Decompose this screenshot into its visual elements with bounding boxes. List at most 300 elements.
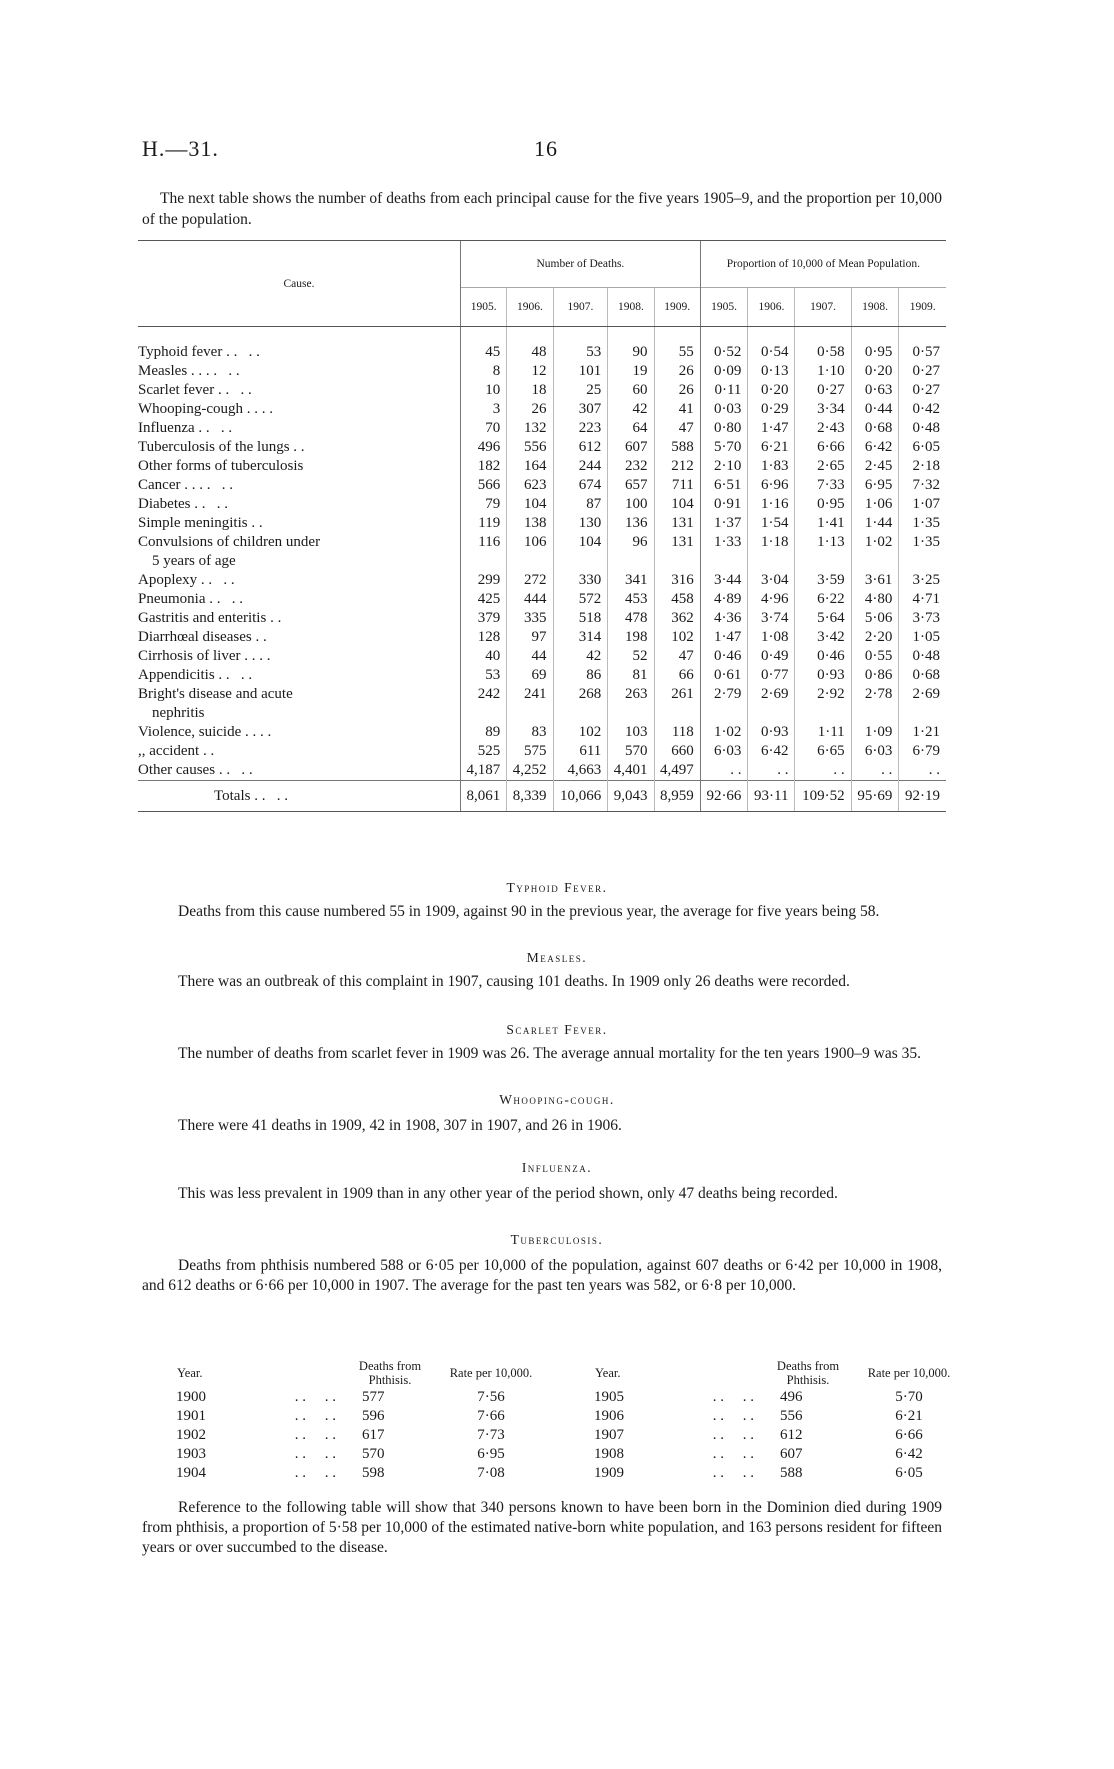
leader-dots: . . . .	[294, 1408, 336, 1424]
rate-cell: 2·43	[795, 419, 851, 438]
deaths-group-header: Number of Deaths.	[461, 241, 701, 288]
deaths-cell: 104	[507, 495, 553, 514]
deaths-cell: 53	[553, 327, 608, 363]
leader-dots: . .	[251, 629, 267, 645]
rate-cell: 6·21	[895, 1408, 923, 1424]
rate-cell: 2·10	[700, 457, 748, 476]
section-paragraph: Deaths from this cause numbered 55 in 1909, against 90 in the previous year, the average for five years being 58.	[178, 903, 880, 920]
intro-paragraph: The next table shows the number of deaths from each principal cause for the five years 1905–9, and the proportion per 10,000 of the population.	[142, 190, 942, 228]
rate-cell: 2·18	[899, 457, 946, 476]
cause-name: Apoplexy	[138, 572, 198, 588]
cause-name: Influenza	[138, 420, 195, 436]
rate-cell: 6·96	[748, 476, 795, 495]
totals-label-cell	[138, 781, 461, 812]
rate-cell: 6·42	[748, 742, 795, 761]
rate-cell: 4·89	[700, 590, 748, 609]
deaths-cell: 657	[608, 476, 654, 495]
section-paragraph: This was less prevalent in 1909 than in any other year of the period shown, only 47 deaths being recorded.	[178, 1185, 838, 1202]
table-row	[138, 590, 946, 609]
rate-cell: 0·80	[700, 419, 748, 438]
leader-dots: . . . .	[712, 1408, 754, 1424]
totals-row	[138, 781, 946, 812]
leader-dots: . . . .	[202, 363, 240, 379]
deaths-cell: 575	[507, 742, 553, 761]
rate-cell: 0·20	[851, 362, 899, 381]
rate-cell: 2·65	[795, 457, 851, 476]
rate-cell: 1·37	[700, 514, 748, 533]
deaths-cell: 244	[553, 457, 608, 476]
rate-cell: 1·33	[700, 533, 748, 571]
deaths-cell: 566	[461, 476, 507, 495]
totals-label: Totals	[214, 787, 251, 804]
deaths-cell: 132	[507, 419, 553, 438]
deaths-cell: 314	[553, 628, 608, 647]
cause-cell	[138, 362, 461, 381]
leader-dots: . . . .	[195, 477, 233, 493]
leader-dots: . .	[255, 648, 271, 664]
deaths-cell: 101	[553, 362, 608, 381]
rate-cell: 1·13	[795, 533, 851, 571]
deaths-cell: 89	[461, 723, 507, 742]
cause-cell	[138, 476, 461, 495]
section-paragraph: There was an outbreak of this complaint in 1907, causing 101 deaths. In 1909 only 26 deaths were recorded.	[178, 973, 850, 990]
rate-cell: 0·52	[700, 327, 748, 363]
phthisis-table	[176, 1358, 962, 1483]
leader-dots: . . . .	[197, 572, 235, 588]
year-header-rates: 1906.	[748, 288, 795, 327]
year-header-deaths: 1906.	[507, 288, 553, 327]
table-row	[138, 666, 946, 685]
deaths-cell: 25	[553, 381, 608, 400]
rate-cell: 2·79	[700, 685, 748, 723]
total-rate-cell: 95·69	[851, 781, 899, 812]
cause-cell	[138, 514, 461, 533]
rate-cell: 6·22	[795, 590, 851, 609]
rate-cell: 6·42	[851, 438, 899, 457]
deaths-cell: 52	[608, 647, 654, 666]
rate-cell: . .	[795, 761, 851, 781]
year-header-deaths: 1909.	[654, 288, 700, 327]
rate-cell: 0·46	[795, 647, 851, 666]
deaths-cell: 588	[654, 438, 700, 457]
rate-cell: 3·61	[851, 571, 899, 590]
rate-cell: 0·48	[899, 419, 946, 438]
deaths-cell: 496	[780, 1389, 803, 1405]
deaths-cell: 263	[608, 685, 654, 723]
closing-paragraph: Reference to the following table will show that 340 persons known to have been born in the Dominion died during 1909 from phthisis, a proportion of 5·58 per 10,000 of the estimated native-born white population, and 163 persons resident for fifteen years or over succumbed to the disease.	[142, 1499, 942, 1556]
rate-cell: 2·78	[851, 685, 899, 723]
deaths-cell: 116	[461, 533, 507, 571]
year-cell: 1904	[176, 1465, 206, 1481]
table-row	[138, 495, 946, 514]
rate-cell: 2·20	[851, 628, 899, 647]
deaths-cell: 96	[608, 533, 654, 571]
deaths-cell: 444	[507, 590, 553, 609]
rate-cell: 1·83	[748, 457, 795, 476]
deaths-cell: 60	[608, 381, 654, 400]
rate-cell: 6·66	[795, 438, 851, 457]
rate-cell: 0·03	[700, 400, 748, 419]
deaths-cell: 212	[654, 457, 700, 476]
deaths-cell: 131	[654, 514, 700, 533]
deaths-cell: 425	[461, 590, 507, 609]
rate-cell: 6·66	[895, 1427, 923, 1443]
rate-cell: 6·05	[895, 1465, 923, 1481]
table-row	[138, 476, 946, 495]
deaths-cell: 104	[654, 495, 700, 514]
rate-cell: 6·95	[851, 476, 899, 495]
deaths-cell: 362	[654, 609, 700, 628]
deaths-cell: 106	[507, 533, 553, 571]
rate-cell: 4·36	[700, 609, 748, 628]
cause-cell	[138, 495, 461, 514]
deaths-cell: 242	[461, 685, 507, 723]
rate-cell: 6·21	[748, 438, 795, 457]
rate-cell: . .	[899, 761, 946, 781]
rate-cell: 0·46	[700, 647, 748, 666]
cause-name: Cirrhosis of liver . .	[138, 648, 256, 664]
deaths-cell: 136	[608, 514, 654, 533]
deaths-cell: 612	[553, 438, 608, 457]
rate-cell: 1·54	[748, 514, 795, 533]
total-rate-cell: 93·11	[748, 781, 795, 812]
deaths-cell: 48	[507, 327, 553, 363]
deaths-cell: 4,401	[608, 761, 654, 781]
deaths-cell: 268	[553, 685, 608, 723]
rate-cell: 3·44	[700, 571, 748, 590]
year-header: Year.	[595, 1366, 621, 1380]
section-heading: Scarlet Fever.	[506, 1022, 608, 1037]
spacer	[544, 1426, 594, 1445]
rate-cell: 0·68	[899, 666, 946, 685]
deaths-cell: 119	[461, 514, 507, 533]
deaths-cell: 307	[553, 400, 608, 419]
deaths-cell: 164	[507, 457, 553, 476]
deaths-cell: 577	[362, 1389, 385, 1405]
deaths-cell: 261	[654, 685, 700, 723]
deaths-cell: 299	[461, 571, 507, 590]
cause-cell	[138, 457, 461, 476]
total-deaths-cell: 8,061	[461, 781, 507, 812]
rate-cell: . .	[851, 761, 899, 781]
rate-cell: 1·09	[851, 723, 899, 742]
causes-of-death-table	[138, 240, 946, 812]
rate-cell: 0·68	[851, 419, 899, 438]
deaths-cell: 26	[654, 362, 700, 381]
deaths-cell: 518	[553, 609, 608, 628]
table-row	[138, 400, 946, 419]
page-number: 16	[534, 136, 558, 161]
section-heading: Measles.	[526, 950, 588, 965]
total-deaths-cell: 8,959	[654, 781, 700, 812]
cause-cell	[138, 761, 461, 781]
total-deaths-cell: 10,066	[553, 781, 608, 812]
cause-name: Appendicitis	[138, 667, 215, 683]
rate-cell: 3·25	[899, 571, 946, 590]
rate-cell: 2·92	[795, 685, 851, 723]
deaths-cell: 272	[507, 571, 553, 590]
rate-cell: 0·77	[748, 666, 795, 685]
cause-cell	[138, 685, 461, 723]
deaths-cell: 182	[461, 457, 507, 476]
leader-dots: . . . .	[214, 382, 252, 398]
leader-dots: . . . .	[294, 1465, 336, 1481]
rate-cell: 1·05	[899, 628, 946, 647]
deaths-cell: 570	[362, 1446, 385, 1462]
cause-cell	[138, 419, 461, 438]
leader-dots: . . . .	[214, 667, 253, 683]
deaths-cell: 570	[608, 742, 654, 761]
rate-cell: 0·29	[748, 400, 795, 419]
rate-cell: 1·02	[851, 533, 899, 571]
cause-cell	[138, 438, 461, 457]
deaths-cell: 47	[654, 647, 700, 666]
deaths-cell: 453	[608, 590, 654, 609]
table-row	[176, 1426, 962, 1445]
cause-cell	[138, 533, 461, 571]
deaths-cell: 131	[654, 533, 700, 571]
rate-cell: 0·11	[700, 381, 748, 400]
deaths-cell: 330	[553, 571, 608, 590]
deaths-cell: 660	[654, 742, 700, 761]
deaths-header: Deaths from Phthisis.	[776, 1359, 840, 1387]
deaths-cell: 607	[608, 438, 654, 457]
proportion-group-header: Proportion of 10,000 of Mean Population.	[700, 241, 946, 288]
rate-cell: 0·95	[851, 327, 899, 363]
deaths-cell: 41	[654, 400, 700, 419]
table-row	[176, 1464, 962, 1483]
rate-cell: 4·71	[899, 590, 946, 609]
deaths-cell: 102	[654, 628, 700, 647]
cause-name: Other forms of tuberculosis	[138, 458, 304, 474]
rate-cell: 0·13	[748, 362, 795, 381]
rate-cell: 0·44	[851, 400, 899, 419]
rate-cell: 6·03	[851, 742, 899, 761]
deaths-cell: 598	[362, 1465, 385, 1481]
deaths-cell: 496	[461, 438, 507, 457]
deaths-cell: 612	[780, 1427, 803, 1443]
rate-cell: 1·18	[748, 533, 795, 571]
year-header-rates: 1907.	[795, 288, 851, 327]
deaths-cell: 86	[553, 666, 608, 685]
year-cell: 1908	[594, 1446, 624, 1462]
rate-cell: 0·48	[899, 647, 946, 666]
table-row	[138, 571, 946, 590]
section-paragraph: The number of deaths from scarlet fever in 1909 was 26. The average annual mortality for the ten years 1900–9 was 35.	[178, 1045, 922, 1062]
rate-cell: 6·42	[895, 1446, 923, 1462]
cause-name: Whooping-cough . .	[138, 401, 258, 417]
table-row	[138, 609, 946, 628]
rate-cell: 7·08	[477, 1465, 505, 1481]
cause-cell	[138, 381, 461, 400]
rate-cell: 3·73	[899, 609, 946, 628]
deaths-cell: 711	[654, 476, 700, 495]
rate-cell: 0·61	[700, 666, 748, 685]
rate-cell: 3·04	[748, 571, 795, 590]
deaths-cell: 198	[608, 628, 654, 647]
cause-name-continued: 5 years of age	[152, 553, 236, 569]
deaths-cell: 79	[461, 495, 507, 514]
leader-dots: . .	[289, 439, 305, 455]
rate-cell: 0·42	[899, 400, 946, 419]
cause-name: Diabetes	[138, 496, 191, 512]
leader-dots: . . . .	[250, 787, 288, 804]
deaths-cell: 12	[507, 362, 553, 381]
section-heading: Whooping-cough.	[499, 1092, 615, 1107]
table-row	[138, 685, 946, 723]
leader-dots: . . . .	[294, 1427, 336, 1443]
rate-cell: 1·11	[795, 723, 851, 742]
table-row	[138, 438, 946, 457]
year-cell: 1907	[594, 1427, 624, 1443]
section-heading: Tuberculosis.	[510, 1232, 604, 1247]
deaths-cell: 341	[608, 571, 654, 590]
leader-dots: . . . .	[712, 1446, 754, 1462]
deaths-cell: 596	[362, 1408, 385, 1424]
total-deaths-cell: 8,339	[507, 781, 553, 812]
deaths-cell: 64	[608, 419, 654, 438]
rate-cell: 1·41	[795, 514, 851, 533]
rate-cell: 0·57	[899, 327, 946, 363]
deaths-cell: 42	[608, 400, 654, 419]
deaths-cell: 118	[654, 723, 700, 742]
deaths-cell: 53	[461, 666, 507, 685]
deaths-cell: 87	[553, 495, 608, 514]
deaths-cell: 525	[461, 742, 507, 761]
leader-dots: . . . .	[222, 344, 260, 360]
table-row	[138, 381, 946, 400]
leader-dots: . . . .	[190, 496, 228, 512]
cause-name: Pneumonia	[138, 591, 206, 607]
cause-cell	[138, 609, 461, 628]
year-header-rates: 1905.	[700, 288, 748, 327]
section-paragraph: Deaths from phthisis numbered 588 or 6·05 per 10,000 of the population, against 607 deaths or 6·42 per 10,000 in 1908, and 612 deaths or 6·66 per 10,000 in 1907. The average for the past ten years was 582, or 6·8 per 10,000.	[142, 1257, 942, 1294]
rate-cell: . .	[748, 761, 795, 781]
rate-cell: 2·69	[899, 685, 946, 723]
leader-dots: . .	[199, 743, 215, 759]
year-header-deaths: 1905.	[461, 288, 507, 327]
leader-dots: . . . .	[712, 1465, 754, 1481]
table-row	[138, 533, 946, 571]
deaths-cell: 588	[780, 1465, 803, 1481]
rate-cell: 6·51	[700, 476, 748, 495]
deaths-cell: 42	[553, 647, 608, 666]
deaths-cell: 26	[654, 381, 700, 400]
table-row	[138, 723, 946, 742]
rate-header: Rate per 10,000.	[867, 1366, 951, 1380]
rate-cell: 3·74	[748, 609, 795, 628]
table-row	[138, 647, 946, 666]
total-rate-cell: 109·52	[795, 781, 851, 812]
year-header-deaths: 1908.	[608, 288, 654, 327]
cause-name: Diarrhœal diseases	[138, 629, 252, 645]
rate-cell: 1·47	[700, 628, 748, 647]
cause-name: Other causes	[138, 762, 216, 778]
total-rate-cell: 92·66	[700, 781, 748, 812]
table-row	[138, 362, 946, 381]
rate-cell: 4·96	[748, 590, 795, 609]
cause-cell	[138, 400, 461, 419]
leader-dots: . . . .	[294, 1446, 336, 1462]
year-cell: 1902	[176, 1427, 206, 1443]
deaths-cell: 335	[507, 609, 553, 628]
cause-name: Violence, suicide . .	[138, 724, 257, 740]
deaths-cell: 316	[654, 571, 700, 590]
table-row	[138, 628, 946, 647]
table-row	[176, 1445, 962, 1464]
deaths-cell: 26	[507, 400, 553, 419]
rate-cell: 1·35	[899, 514, 946, 533]
table-row	[138, 514, 946, 533]
deaths-cell: 70	[461, 419, 507, 438]
deaths-cell: 104	[553, 533, 608, 571]
year-cell: 1905	[594, 1389, 624, 1405]
deaths-cell: 97	[507, 628, 553, 647]
rate-cell: 1·10	[795, 362, 851, 381]
cause-cell	[138, 723, 461, 742]
rate-cell: 6·79	[899, 742, 946, 761]
rate-cell: 1·35	[899, 533, 946, 571]
rate-cell: 0·49	[748, 647, 795, 666]
deaths-cell: 8	[461, 362, 507, 381]
deaths-cell: 3	[461, 400, 507, 419]
cause-name: Scarlet fever	[138, 382, 215, 398]
deaths-cell: 379	[461, 609, 507, 628]
deaths-cell: 572	[553, 590, 608, 609]
table-row	[176, 1388, 962, 1407]
year-header-rates: 1908.	[851, 288, 899, 327]
table-row	[138, 419, 946, 438]
year-header: Year.	[177, 1366, 203, 1380]
leader-dots: . . . .	[194, 420, 233, 436]
rate-cell: 5·06	[851, 609, 899, 628]
table-row	[138, 742, 946, 761]
year-cell: 1909	[594, 1465, 624, 1481]
year-header-deaths: 1907.	[553, 288, 608, 327]
total-rate-cell: 92·19	[899, 781, 946, 812]
cause-name: Tuberculosis of the lungs	[138, 439, 290, 455]
rate-cell: 0·91	[700, 495, 748, 514]
deaths-cell: 100	[608, 495, 654, 514]
rate-cell: 6·03	[700, 742, 748, 761]
deaths-cell: 241	[507, 685, 553, 723]
rate-cell: 0·58	[795, 327, 851, 363]
rate-cell: 1·47	[748, 419, 795, 438]
cause-name: Convulsions of children under	[138, 534, 321, 550]
rate-cell: 2·45	[851, 457, 899, 476]
rate-cell: 5·64	[795, 609, 851, 628]
deaths-header: Deaths from Phthisis.	[358, 1359, 422, 1387]
deaths-cell: 607	[780, 1446, 803, 1462]
deaths-cell: 44	[507, 647, 553, 666]
leader-dots: . .	[266, 610, 282, 626]
year-cell: 1901	[176, 1408, 206, 1424]
deaths-cell: 674	[553, 476, 608, 495]
table-row	[138, 327, 946, 363]
cause-name-continued: nephritis	[152, 705, 205, 721]
rate-cell: 1·02	[700, 723, 748, 742]
deaths-cell: 4,187	[461, 761, 507, 781]
deaths-cell: 556	[507, 438, 553, 457]
table-row	[176, 1407, 962, 1426]
cause-cell	[138, 590, 461, 609]
rate-cell: 1·16	[748, 495, 795, 514]
total-deaths-cell: 9,043	[608, 781, 654, 812]
section-heading: Typhoid Fever.	[506, 880, 608, 895]
deaths-cell: 458	[654, 590, 700, 609]
deaths-cell: 66	[654, 666, 700, 685]
rate-cell: 3·42	[795, 628, 851, 647]
